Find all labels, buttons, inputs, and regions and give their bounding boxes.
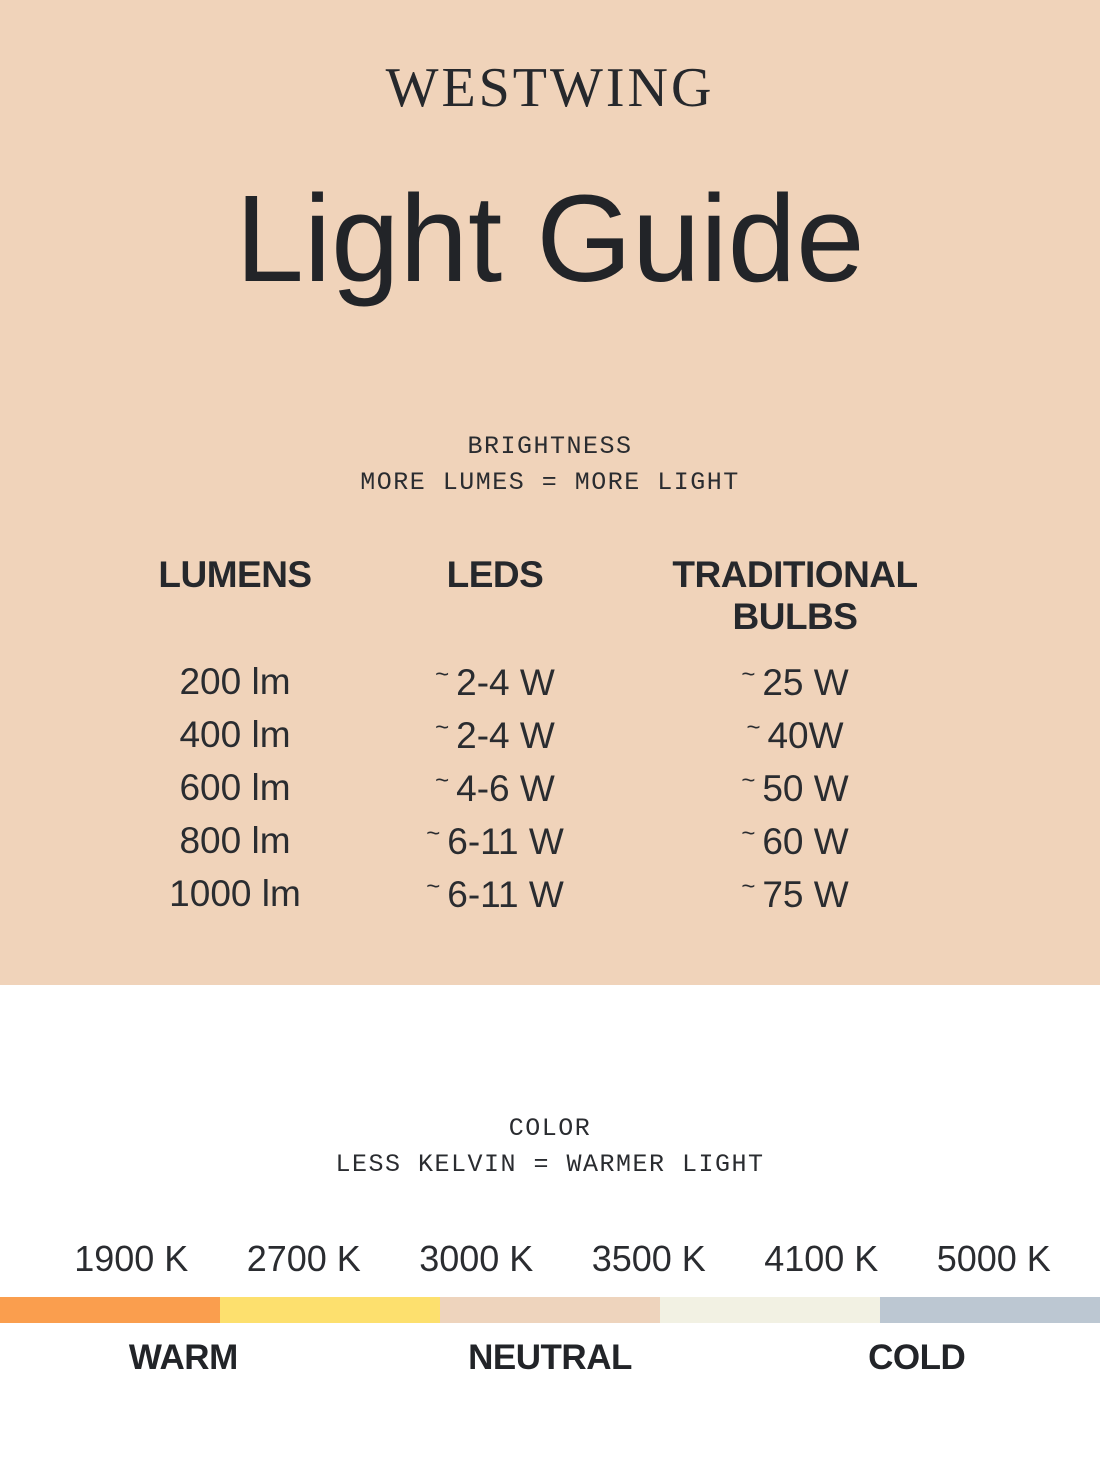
approx-tilde: ~ [741,819,756,847]
table-row [110,868,960,921]
bulb-watts-value [630,820,960,863]
lumens-value: 800 lm [179,820,291,861]
bulb-watts-value [630,767,960,810]
table-header-row [110,554,960,638]
temperature-labels-row [0,1338,1100,1378]
table-row [110,656,960,709]
scale-segment [0,1297,220,1323]
kelvin-labels-row [0,1238,1100,1280]
color-heading: COLOR [508,1114,592,1143]
approx-tilde: ~ [435,713,450,741]
leds-watts-value [360,873,630,916]
lumens-value: 600 lm [179,767,291,808]
approx-tilde: ~ [435,766,450,794]
kelvin-label: 5000 K [936,1237,1051,1279]
kelvin-label: 3500 K [591,1237,706,1279]
bulb-watts-text: 40W [767,714,844,756]
leds-watts-value [360,820,630,863]
page-title: Light Guide [235,171,865,308]
leds-watts-text: 2-4 W [456,661,555,703]
westwing-logo: WESTWING [385,57,715,119]
table-row [110,762,960,815]
scale-segment [220,1297,440,1323]
bulb-watts-text: 60 W [762,820,849,862]
approx-tilde: ~ [746,713,761,741]
table-body [110,656,960,921]
temperature-label: WARM [128,1337,238,1377]
lumens-value: 400 lm [179,714,291,755]
approx-tilde: ~ [426,819,441,847]
kelvin-label: 2700 K [246,1237,361,1279]
column-header-traditional-bulbs: TRADITIONAL BULBS [672,553,918,637]
bulb-watts-value [630,661,960,704]
temperature-label: NEUTRAL [468,1337,632,1377]
approx-tilde: ~ [741,766,756,794]
scale-segment [880,1297,1100,1323]
leds-watts-value [360,767,630,810]
table-row [110,815,960,868]
leds-watts-text: 6-11 W [447,873,564,915]
leds-watts-value [360,661,630,704]
leds-watts-value [360,714,630,757]
kelvin-label: 3000 K [419,1237,534,1279]
leds-watts-text: 4-6 W [456,767,555,809]
approx-tilde: ~ [435,660,450,688]
scale-segment [660,1297,880,1323]
approx-tilde: ~ [426,872,441,900]
kelvin-label: 4100 K [764,1237,879,1279]
column-header-leds: LEDS [446,553,544,595]
color-subheading: LESS KELVIN = WARMER LIGHT [335,1150,765,1180]
approx-tilde: ~ [741,872,756,900]
bulb-watts-text: 50 W [762,767,849,809]
column-header-lumens: LUMENS [158,553,312,595]
approx-tilde: ~ [741,660,756,688]
bulb-watts-value [630,714,960,757]
lumens-value: 200 lm [179,661,291,702]
color-temperature-scale [0,1297,1100,1323]
table-row [110,709,960,762]
temperature-label: COLD [868,1337,966,1377]
kelvin-label: 1900 K [74,1237,189,1279]
scale-segment [440,1297,660,1323]
brightness-heading: BRIGHTNESS [467,432,633,461]
bulb-watts-text: 25 W [762,661,849,703]
lumens-watts-table [0,554,1100,921]
brightness-subheading: MORE LUMES = MORE LIGHT [360,468,740,498]
bulb-watts-text: 75 W [762,873,849,915]
bulb-watts-value [630,873,960,916]
leds-watts-text: 6-11 W [447,820,564,862]
leds-watts-text: 2-4 W [456,714,555,756]
lumens-value: 1000 lm [169,873,301,914]
color-section [0,985,1100,1467]
